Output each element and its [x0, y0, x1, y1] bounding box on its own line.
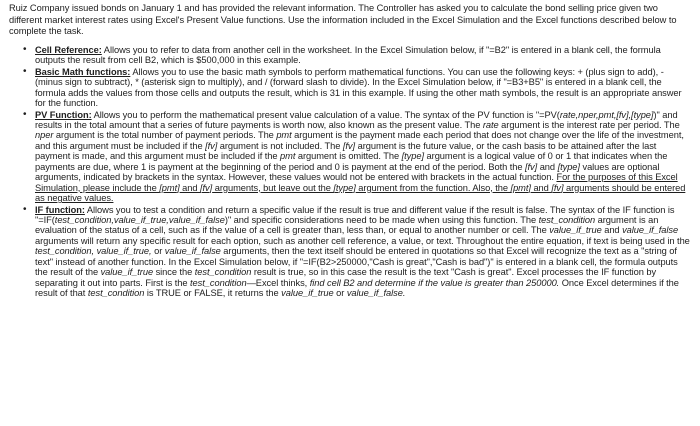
text-segment: Allows you to refer to data from another cell in the worksheet. In the Excel Simulation below, if "=B2" is entered in a blank cell, the formula outputs the result from cell B2, which is $500,000 in this example.: [35, 44, 661, 66]
text-segment: nper: [35, 130, 54, 141]
text-segment: —Excel thinks,: [246, 277, 310, 288]
text-segment: )" and results in the total amount that a series of future payments is worth now, also known as the present value. The: [35, 109, 678, 130]
term-label: IF function:: [35, 204, 85, 215]
list-item-basic-math: [23, 65, 692, 109]
text-segment: argument is the future value, or the cash basis to be attained after the last payment is made, and this argument must be included if the: [35, 140, 657, 162]
text-segment: pmt: [280, 151, 296, 162]
intro-paragraph: Ruiz Company issued bonds on January 1 and has provided the relevant information. The Controller has asked you to calculate the bond selling price given two different market interest rates using Excel's Present Value functions. Use the information included in the Excel Simulation and the Excel functions described below to complete the task.: [9, 3, 677, 37]
text-segment: argument is an evaluation of the status of a cell, such as if the value of a cell is greater than, less than, or equal to another number or cell. The: [35, 215, 659, 236]
text-segment: arguments, but leave out the: [212, 182, 334, 193]
text-segment: rate,nper,pmt,[fv],[type]: [559, 109, 654, 120]
text-segment: and: [537, 161, 558, 172]
text-segment: argument is not included. The: [217, 140, 343, 151]
text-segment: value_if_true: [549, 225, 602, 236]
text-segment: pmt: [276, 130, 292, 141]
text-segment: result is true, so in this case the result is the text "Cash is great". Excel processes the IF function by separating it out into parts. First is the: [35, 267, 657, 288]
text-segment: test_condition: [190, 277, 247, 288]
text-segment: is TRUE or FALSE, it returns the: [144, 288, 282, 299]
list-item-pv-function: [23, 108, 692, 204]
text-segment: arguments will return any specific result for each option, such as another cell reference, a value, or text. Throughout the entire equation, if text is being used in the: [35, 235, 690, 246]
item-body: [35, 110, 685, 204]
text-segment: and: [530, 182, 552, 193]
text-segment: [pmt]: [510, 182, 531, 193]
list-item-cell-reference: [23, 43, 692, 66]
text-segment: or: [333, 288, 347, 299]
text-segment: value_if_false: [164, 246, 221, 257]
text-segment: test_condition: [538, 215, 596, 226]
text-segment: Allows you to use the basic math symbols to perform mathematical functions. You can use the following keys: + (plus sign to add), - (minus sign to subtract), * (asterisk sign to multiply), and / (forward slash to divide). In the Excel Simulation below, if "=B3+B5" is entered in a blank cell, the formula adds the values from those cells and outputs the result, which is 31 in this example. If using the other math symbols, the result is an appropriate answer for the function.: [35, 66, 682, 109]
item-body: [35, 205, 690, 299]
text-segment: [fv]: [205, 140, 218, 151]
text-segment: argument is the payment made each period that does not change over the life of the investment, and this argument must be included if the: [35, 130, 684, 151]
text-segment: For the purposes of this Excel Simulation, please include the: [35, 172, 678, 193]
text-segment: test_condition, value_if_true,: [35, 246, 152, 257]
text-segment: [fv]: [200, 182, 213, 193]
text-segment: argument is omitted. The: [295, 151, 402, 162]
text-segment: value_if_false: [622, 225, 679, 236]
text-segment: or: [151, 246, 165, 257]
text-segment: [type]: [333, 182, 356, 193]
text-segment: find cell B2 and determine if the value is greater than 250000.: [309, 277, 560, 288]
item-body: [35, 45, 661, 65]
text-segment: argument from the function. Also, the: [355, 182, 511, 193]
text-segment: value_if_true: [281, 288, 334, 299]
text-segment: argument is a logical value of 0 or 1 that indicates when the payments are due, where 1 is payment at the beginning of the period and 0 is payment at the end of the period. Both the: [35, 151, 668, 172]
bullet-icon: •: [23, 203, 27, 215]
term-label: Cell Reference:: [35, 44, 102, 55]
bullet-icon: •: [23, 65, 27, 77]
text-segment: argument is the interest rate per period. The: [498, 119, 680, 130]
text-segment: since the: [153, 267, 195, 278]
text-segment: [fv]: [342, 140, 356, 151]
bullet-icon: •: [23, 108, 27, 120]
text-segment: and: [601, 225, 623, 236]
text-segment: values are optional arguments, indicated by brackets in the syntax. However, these values would not be entered with brackets in the actual function.: [35, 161, 660, 183]
text-segment: rate: [482, 119, 499, 130]
text-segment: arguments, then the text itself should be entered in quotations so that Excel will recognize the text as a "string of text" instead of another function. In the Excel Simulation below, if "=IF(B2>250000,"Cash is great","Cash is bad")" is entered in a blank cell, the formula outputs the result of the: [35, 246, 678, 278]
text-segment: arguments should be entered as negative values.: [35, 182, 686, 204]
text-segment: value_if_false.: [346, 288, 406, 299]
text-segment: [fv]: [551, 182, 564, 193]
text-segment: and: [179, 182, 201, 193]
function-list: [9, 45, 692, 299]
text-segment: test_condition: [87, 288, 145, 299]
text-segment: [type]: [401, 151, 425, 162]
text-segment: test_condition,value_if_true,value_if_false: [54, 215, 225, 226]
text-segment: )" and specific considerations need to be made when using this function. The: [224, 215, 539, 226]
text-segment: argument is the total number of payment periods. The: [53, 130, 277, 141]
list-item-if-function: [23, 203, 692, 299]
text-segment: [type]: [557, 161, 580, 172]
text-segment: [fv]: [525, 161, 538, 172]
text-segment: Once Excel determines if the result of that: [35, 277, 679, 299]
term-label: Basic Math functions:: [35, 66, 131, 77]
text-segment: Allows you to test a condition and return a specific value if the result is true and different value if the result is false. The syntax of the IF function is "=IF(: [35, 204, 675, 226]
text-segment: Allows you to perform the mathematical present value calculation of a value. The syntax of the PV function is "=PV(: [91, 109, 560, 120]
term-label: PV Function:: [35, 109, 92, 120]
text-segment: [pmt]: [159, 182, 180, 193]
item-body: [35, 67, 682, 108]
text-segment: test_condition: [194, 267, 252, 278]
text-segment: value_if_true: [100, 267, 154, 278]
bullet-icon: •: [23, 43, 27, 55]
